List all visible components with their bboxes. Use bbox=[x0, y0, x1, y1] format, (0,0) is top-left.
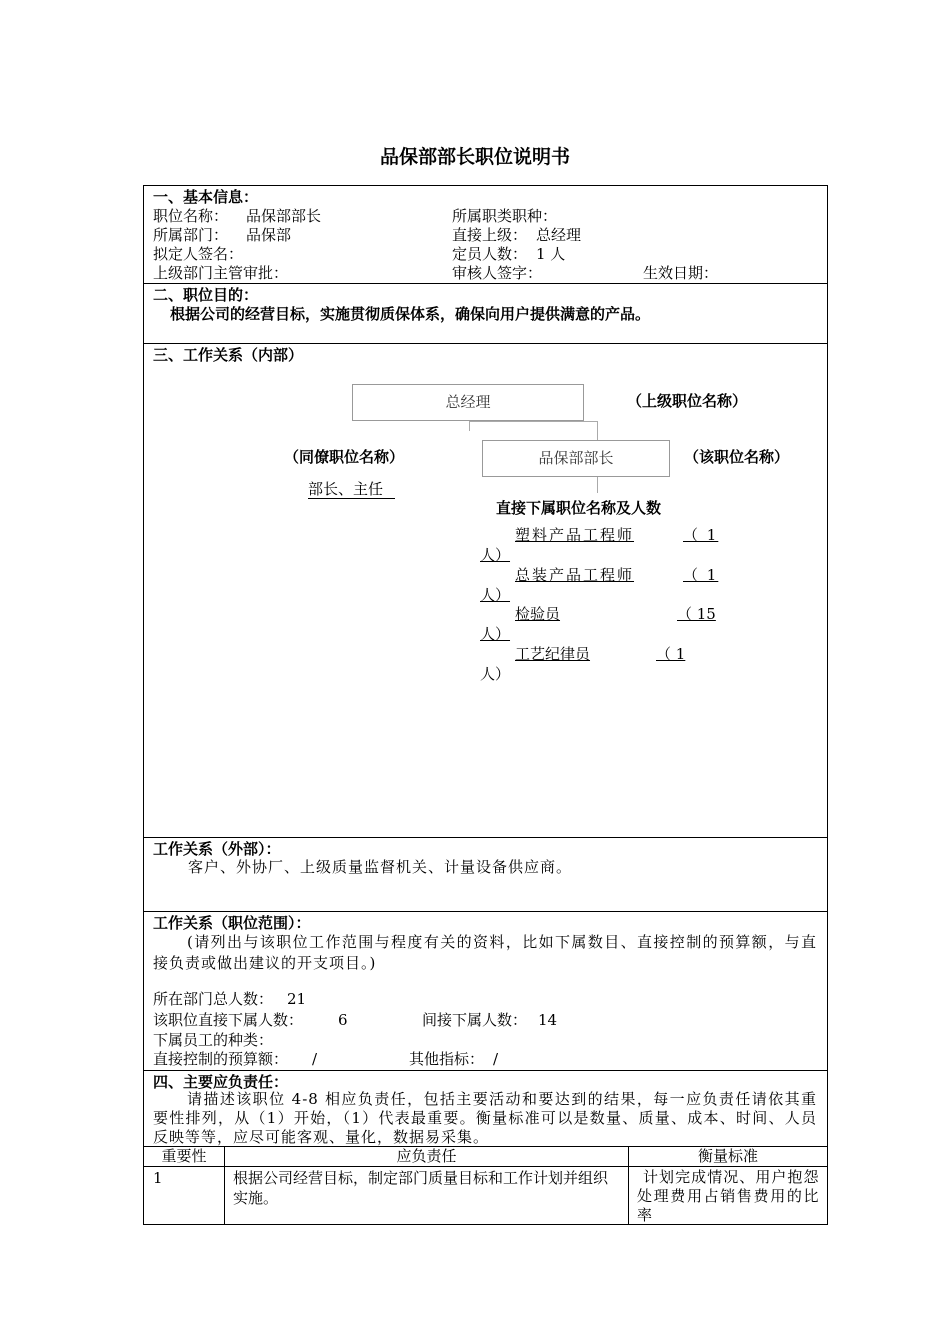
category-label: 所属职类职种： bbox=[452, 207, 558, 225]
basic-info-heading: 一、基本信息： bbox=[153, 188, 259, 206]
page-title: 品保部部长职位说明书 bbox=[379, 146, 570, 168]
dept-total-label: 所在部门总人数： bbox=[153, 990, 274, 1008]
form-frame bbox=[143, 185, 828, 1225]
other-value: / bbox=[493, 1050, 499, 1068]
budget-label: 直接控制的预算额： bbox=[153, 1050, 289, 1068]
measure-cell: 计划完成情况、用户抱怨处理费用占销售费用的比率 bbox=[637, 1168, 819, 1224]
types-label: 下属员工的种类： bbox=[153, 1031, 274, 1049]
responsibilities-heading: 四、主要应负责任： bbox=[153, 1073, 289, 1091]
divider bbox=[143, 343, 828, 344]
divider bbox=[143, 837, 828, 838]
subordinate-count: （ 15 bbox=[677, 605, 716, 623]
position-value: 品保部部长 bbox=[246, 207, 322, 225]
subordinate-name: 检验员 bbox=[515, 605, 561, 623]
dept-total-value: 21 bbox=[287, 990, 307, 1008]
subordinate-name: 总装产品工程师 bbox=[515, 566, 635, 584]
effective-date-label: 生效日期： bbox=[643, 264, 719, 282]
column-header: 应负责任 bbox=[396, 1147, 457, 1165]
divider bbox=[143, 1166, 828, 1167]
self-caption: （该职位名称） bbox=[684, 448, 790, 466]
purpose-text: 根据公司的经营目标，实施贯彻质保体系，确保向用户提供满意的产品。 bbox=[170, 305, 651, 323]
indirect-value: 14 bbox=[538, 1011, 558, 1029]
approval-label: 上级部门主管审批： bbox=[153, 264, 289, 282]
divider bbox=[143, 1070, 828, 1071]
subordinate-count: （ 1 bbox=[656, 645, 686, 663]
connector bbox=[597, 477, 598, 493]
peer-caption: （同僚职位名称） bbox=[284, 448, 405, 466]
headcount-value: 1 人 bbox=[536, 245, 566, 263]
subordinate-wrap: 人） bbox=[480, 586, 511, 604]
headcount-label: 定员人数： bbox=[452, 245, 528, 263]
superior-caption: （上级职位名称） bbox=[627, 392, 748, 410]
dept-value: 品保部 bbox=[246, 226, 292, 244]
internal-heading: 三、工作关系（内部） bbox=[153, 346, 304, 364]
superior-label: 直接上级： bbox=[452, 226, 528, 244]
connector bbox=[597, 421, 598, 440]
self-box: 品保部部长 bbox=[482, 440, 670, 477]
purpose-heading: 二、职位目的： bbox=[153, 286, 259, 304]
superior-value: 总经理 bbox=[536, 226, 582, 244]
duty-cell: 根据公司经营目标，制定部门质量目标和工作计划并组织实施。 bbox=[233, 1169, 609, 1207]
reviewer-label: 审核人签字： bbox=[452, 264, 543, 282]
connector bbox=[469, 421, 597, 422]
peer-value: 部长、主任 bbox=[308, 481, 395, 499]
external-heading: 工作关系（外部）： bbox=[153, 840, 281, 858]
subordinates-heading: 直接下属职位名称及人数 bbox=[496, 499, 662, 517]
column-header: 重要性 bbox=[161, 1147, 207, 1165]
subordinate-wrap: 人） bbox=[480, 625, 511, 643]
responsibilities-intro: 请描述该职位 4-8 相应负责任，包括主要活动和要达到的结果，每一应负责任请依其重要性排列，从（1）开始，（1）代表最重要。衡量标准可以是数量、质量、成本、时间、人员反映等等，应尽可能客观、量化，数据易采集。 bbox=[153, 1090, 817, 1146]
connector bbox=[469, 421, 470, 431]
column-header: 衡量标准 bbox=[697, 1147, 758, 1165]
subordinate-name: 工艺纪律员 bbox=[515, 645, 591, 663]
budget-value: / bbox=[312, 1050, 318, 1068]
divider bbox=[143, 911, 828, 912]
external-text: 客户、外协厂、上级质量监督机关、计量设备供应商。 bbox=[188, 858, 573, 876]
other-label: 其他指标： bbox=[409, 1050, 485, 1068]
drafter-label: 拟定人签名： bbox=[153, 245, 244, 263]
superior-box: 总经理 bbox=[352, 384, 584, 421]
subordinate-count: （ 1 bbox=[683, 526, 719, 544]
subordinate-name: 塑料产品工程师 bbox=[515, 526, 635, 544]
indirect-label: 间接下属人数： bbox=[422, 1011, 528, 1029]
subordinate-count: （ 1 bbox=[683, 566, 719, 584]
scope-heading: 工作关系（职位范围）： bbox=[153, 914, 311, 932]
importance-cell: 1 bbox=[153, 1169, 163, 1187]
dept-label: 所属部门： bbox=[153, 226, 229, 244]
divider bbox=[143, 283, 828, 284]
scope-intro: (请列出与该职位工作范围与程度有关的资料，比如下属数目、直接控制的预算额，与直接负责或做出建议的开支项目。) bbox=[153, 933, 817, 972]
subordinate-wrap: 人） bbox=[480, 665, 511, 683]
subordinate-wrap: 人） bbox=[480, 546, 511, 564]
position-label: 职位名称： bbox=[153, 207, 229, 225]
direct-label: 该职位直接下属人数： bbox=[153, 1011, 304, 1029]
direct-value: 6 bbox=[338, 1011, 348, 1029]
